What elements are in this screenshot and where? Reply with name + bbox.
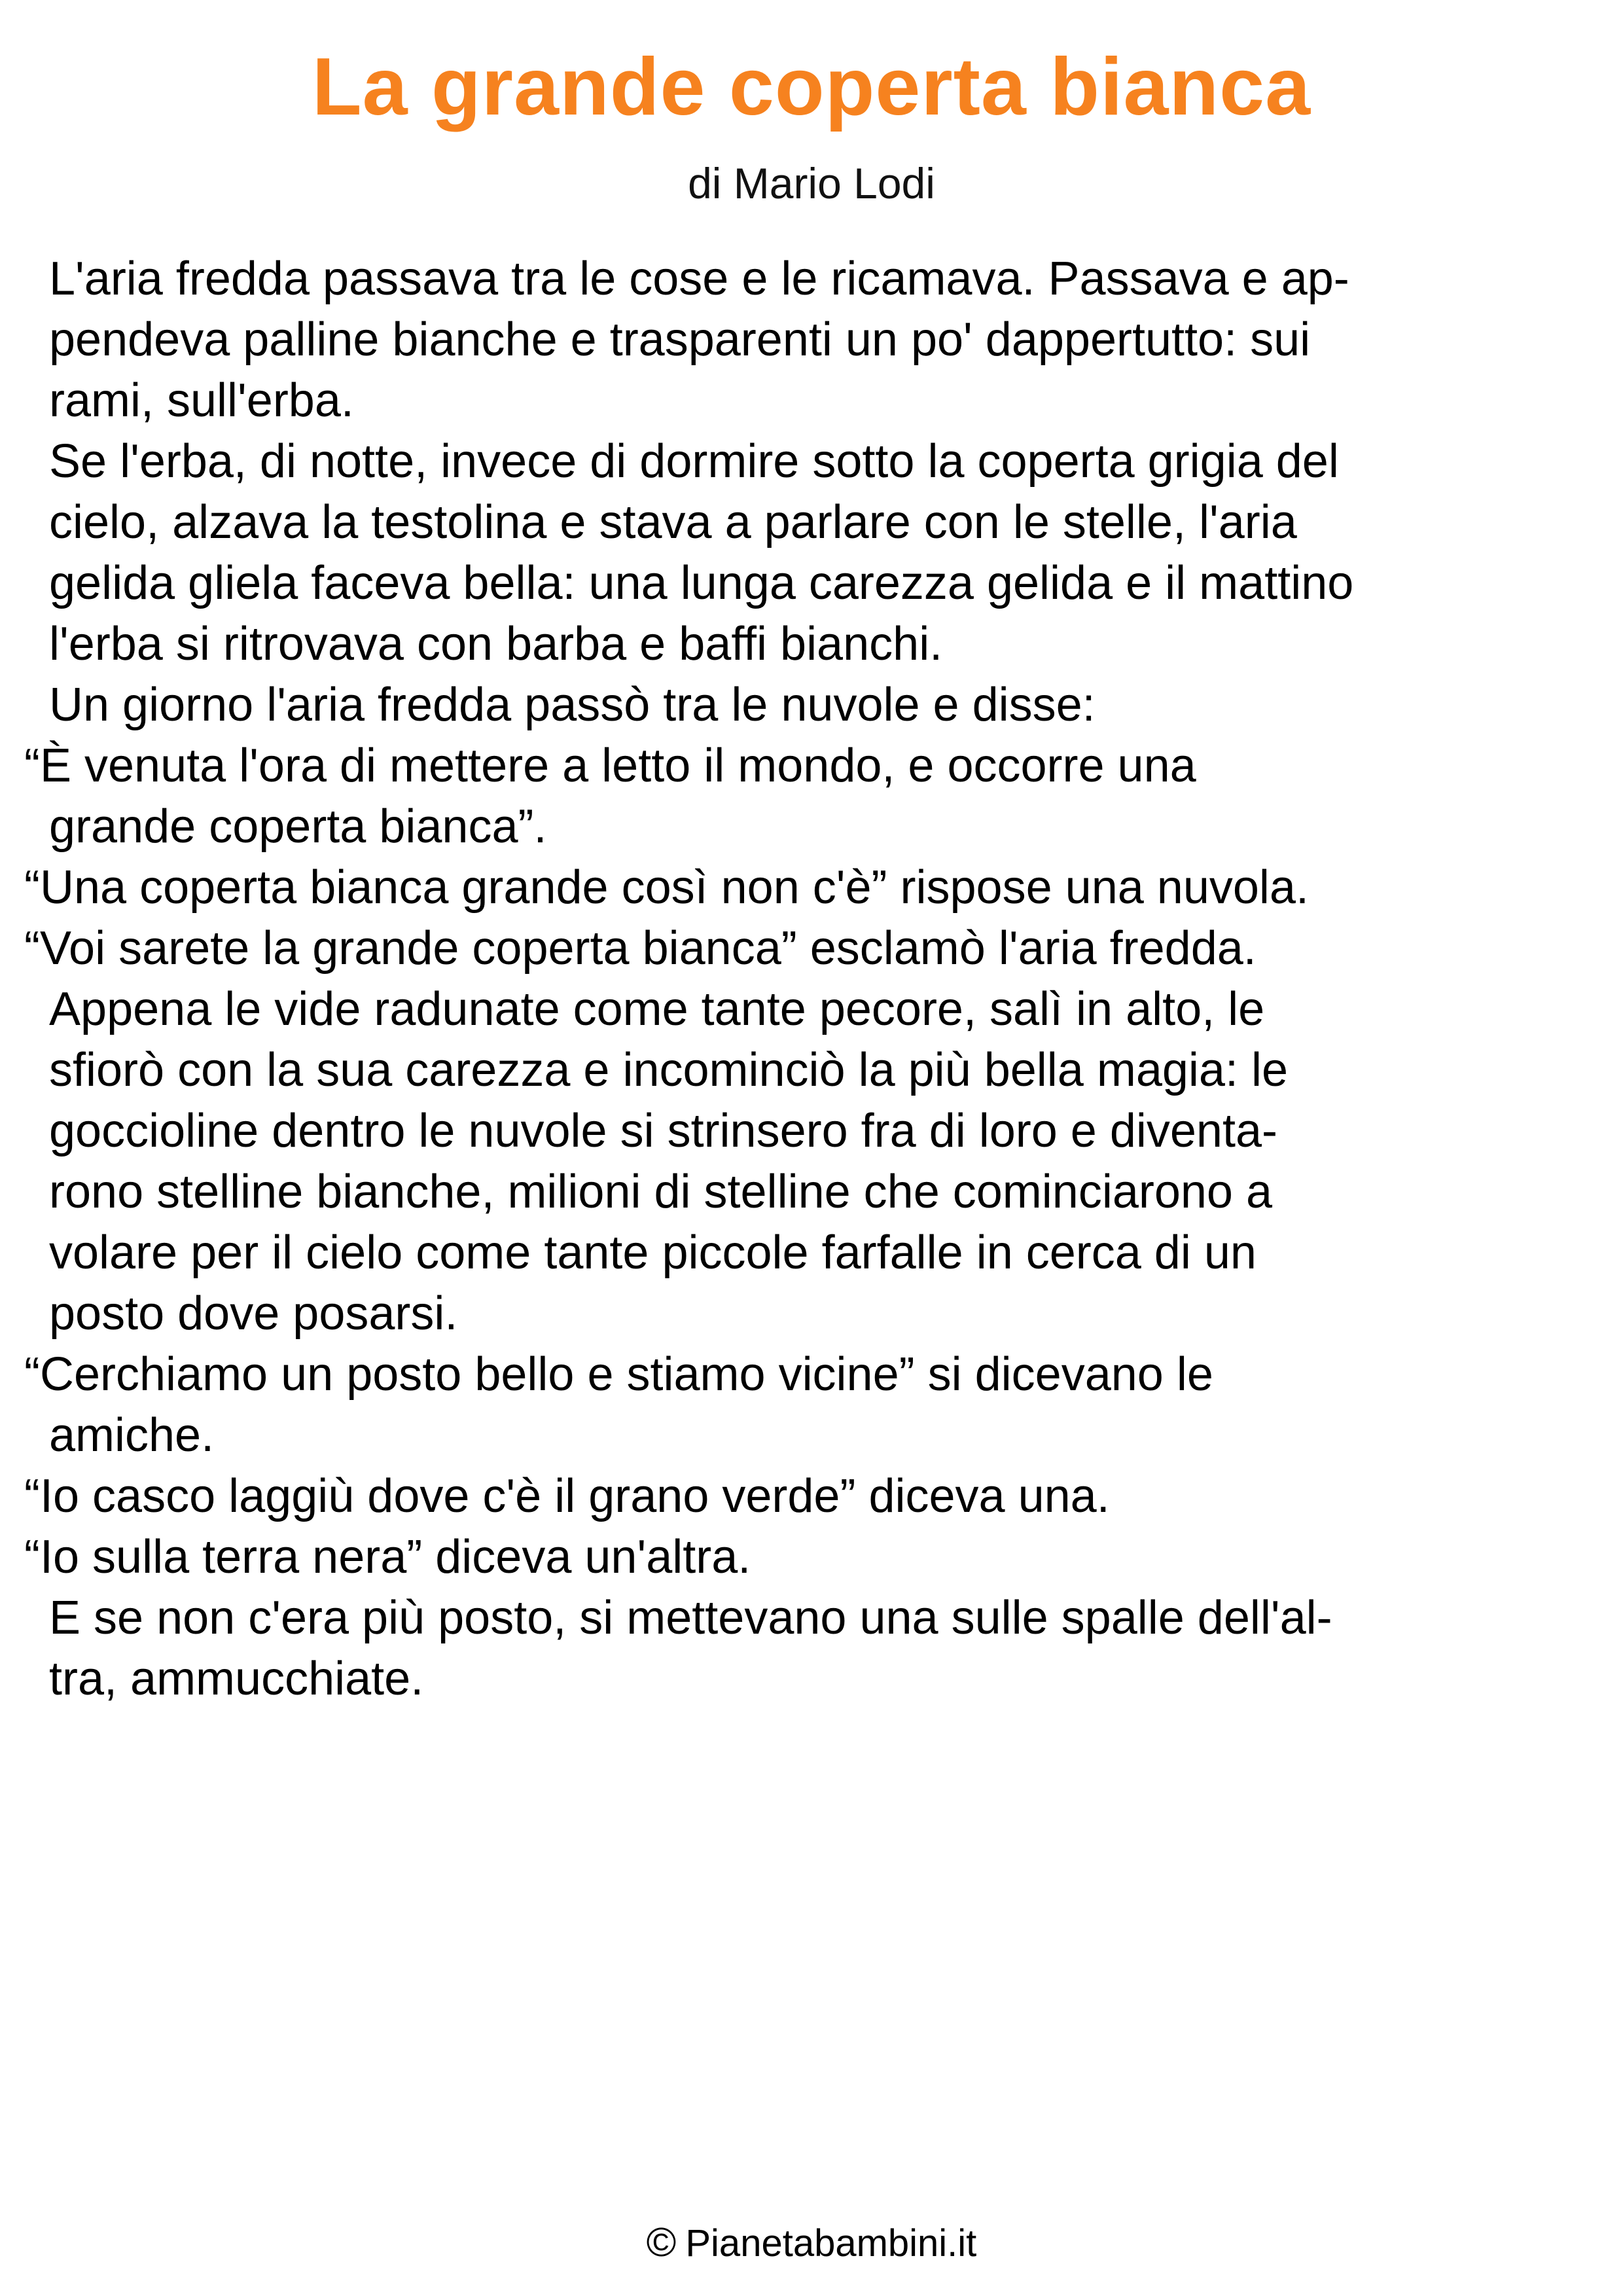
page-title: La grande coperta bianca	[312, 42, 1311, 132]
story-text	[0, 249, 1623, 1710]
story-line: “Io sulla terra nera” diceva un'altra.	[24, 1530, 751, 1583]
author-subtitle: di Mario Lodi	[688, 158, 935, 207]
story-line: “Una coperta bianca grande così non c'è” rispose una nuvola.	[24, 861, 1309, 914]
story-line: l'erba si ritrovava con barba e baffi bianchi.	[49, 617, 943, 670]
story-line: “Io casco laggiù dove c'è il grano verde” diceva una.	[24, 1469, 1110, 1522]
story-line: amiche.	[49, 1408, 215, 1462]
story-line: cielo, alzava la testolina e stava a parlare con le stelle, l'aria	[49, 495, 1297, 548]
story-line: “Cerchiamo un posto bello e stiamo vicine” si dicevano le	[24, 1348, 1213, 1401]
story-line: Appena le vide radunate come tante pecore, salì in alto, le	[49, 982, 1265, 1035]
story-line: L'aria fredda passava tra le cose e le ricamava. Passava e ap-	[49, 252, 1349, 305]
story-line: Un giorno l'aria fredda passò tra le nuvole e disse:	[49, 678, 1096, 731]
copyright-icon: ©	[646, 2220, 677, 2265]
story-line: rono stelline bianche, milioni di stelline che cominciarono a	[49, 1165, 1273, 1218]
site-name: Pianetabambini.it	[685, 2222, 977, 2265]
story-line: E se non c'era più posto, si mettevano una sulle spalle dell'al-	[49, 1591, 1332, 1644]
story-line: posto dove posarsi.	[49, 1287, 458, 1340]
story-line: rami, sull'erba.	[49, 374, 354, 427]
story-line: grande coperta bianca”.	[49, 800, 547, 853]
story-line: sfiorò con la sua carezza e incominciò la più bella magia: le	[49, 1043, 1288, 1096]
story-line: “È venuta l'ora di mettere a letto il mondo, e occorre una	[24, 739, 1196, 792]
story-line: tra, ammucchiate.	[49, 1652, 424, 1705]
footer	[0, 2219, 1623, 2267]
story-line: goccioline dentro le nuvole si strinsero fra di loro e diventa-	[49, 1104, 1277, 1157]
story-line: volare per il cielo come tante piccole farfalle in cerca di un	[49, 1226, 1257, 1279]
story-line: “Voi sarete la grande coperta bianca” esclamò l'aria fredda.	[24, 922, 1257, 975]
story-line: gelida gliela faceva bella: una lunga carezza gelida e il mattino	[49, 556, 1354, 609]
story-line: pendeva palline bianche e trasparenti un po' dappertutto: sui	[49, 313, 1311, 366]
story-line: Se l'erba, di notte, invece di dormire sotto la coperta grigia del	[49, 435, 1339, 488]
